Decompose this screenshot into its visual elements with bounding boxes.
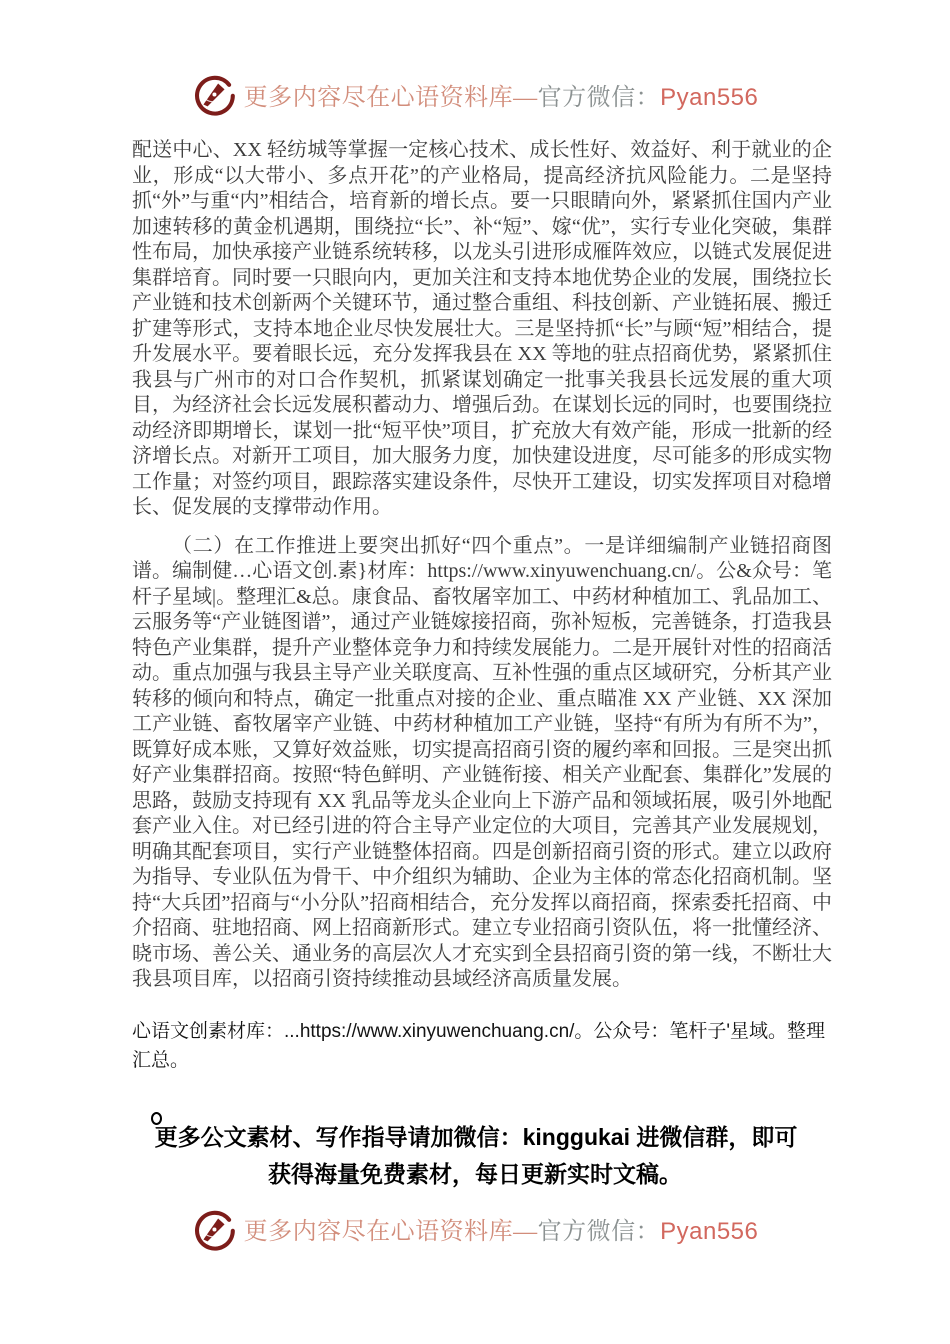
footer-brand xyxy=(0,1193,950,1251)
footer-brand-text xyxy=(244,1211,759,1246)
paragraph-1: 配送中心、XX 轻纺城等掌握一定核心技术、成长性好、效益好、利于就业的企业，形成“以大带小、多点开花”的产业格局，提高经济抗风险能力。二是坚持抓“外”与重“内”相结合，培育新的增长点。要一只眼睛向外，紧紧抓住国内产业加速转移的黄金机遇期，围绕拉“长”、补“短”、嫁“优”，实行专业化突破，集群性布局，加快承接产业链系统转移，以龙头引进形成雁阵效应，以链式发展促进集群培育。同时要一只眼向内，更加关注和支持本地优势企业的发展，围绕拉长产业链和技术创新两个关键环节，通过整合重组、科技创新、产业链拓展、搬迁扩建等形式，支持本地企业尽快发展壮大。三是坚持抓“长”与顾“短”相结合，提升发展水平。要着眼长远，充分发挥我县在 XX 等地的驻点招商优势，紧紧抓住我县与广州市的对口合作契机，抓紧谋划确定一批事关我县长远发展的重大项目，为经济社会长远发展积蓄动力、增强后劲。在谋划长远的同时，也要围绕拉动经济即期增长，谋划一批“短平快”项目，扩充放大有效产能，形成一批新的经济增长点。对新开工项目，加大服务力度，加快建设进度，尽可能多的形成实物工作量；对签约项目，跟踪落实建设条件，尽快开工建设，切实发挥项目对稳增长、促发展的支撑带动作用。 xyxy=(132,139,832,518)
promo-line-2 xyxy=(0,1156,950,1193)
promo-notice xyxy=(0,1119,950,1193)
source-footnote: 心语文创素材库：...https://www.xinyuwenchuang.cn/。公众号：笔杆子'星域。整理汇总。 xyxy=(132,1020,826,1071)
brand-wechat-id: Pyan556 xyxy=(660,1218,759,1245)
ring-artifact-icon xyxy=(151,1112,162,1125)
pen-circle-logo-icon xyxy=(192,1207,236,1251)
pen-circle-logo-icon xyxy=(192,72,236,116)
header-brand xyxy=(0,0,950,116)
header-brand-text xyxy=(244,77,759,112)
paragraph-2: （二）在工作推进上要突出抓好“四个重点”。一是详细编制产业链招商图谱。编制健…心语文创.素}材库：https://www.xinyuwenchuang.cn/。公&众号：笔杆子星域|。整理汇&总。康食品、畜牧屠宰加工、中药材种植加工、乳品加工、云服务等“产业链图谱”，通过产业链嫁接招商，弥补短板，完善链条，打造我县特色产业集群，提升产业整体竞争力和持续发展能力。二是开展针对性的招商活动。重点加强与我县主导产业关联度高、互补性强的重点区域研究，分析其产业转移的倾向和特点，确定一批重点对接的企业、重点瞄准 XX 产业链、XX 深加工产业链、畜牧屠宰产业链、中药材种植加工产业链，坚持“有所为有所不为”，既算好成本账，又算好效益账，切实提高招商引资的履约率和回报。三是突出抓好产业集群招商。按照“特色鲜明、产业链衔接、相关产业配套、集群化”发展的思路，鼓励支持现有 XX 乳品等龙头企业向上下游产品和领域拓展，吸引外地配套产业入住。对已经引进的符合主导产业定位的大项目，完善其产业发展规划，明确其配套项目，实行产业链整体招商。四是创新招商引资的形式。建立以政府为指导、专业队伍为骨干、中介组织为辅助、企业为主体的常态化招商机制。坚持“大兵团”招商与“小分队”招商相结合，充分发挥以商招商，探索委托招商、中介招商、驻地招商、网上招商新形式。建立专业招商引资队伍，将一批懂经济、晓市场、善公关、通业务的高层次人才充实到全县招商引资的第一线，不断壮大我县项目库，以招商引资持续推动县域经济高质量发展。 xyxy=(132,534,832,990)
brand-tagline: 更多内容尽在心语资料库— xyxy=(243,84,538,111)
document-body xyxy=(132,138,832,993)
brand-wechat-label: 官方微信： xyxy=(537,84,661,111)
brand-tagline: 更多内容尽在心语资料库— xyxy=(243,1219,538,1245)
promo-line-1 xyxy=(0,1119,950,1156)
promo-line-2-text: 获得海量免费素材，每日更新实时文稿。 xyxy=(268,1160,682,1187)
brand-wechat-label: 官方微信： xyxy=(537,1219,661,1245)
promo-line-1-text: 更多公文素材、写作指导请加微信：kinggukai 进微信群，即可 xyxy=(154,1123,798,1150)
brand-wechat-id: Pyan556 xyxy=(660,83,759,111)
